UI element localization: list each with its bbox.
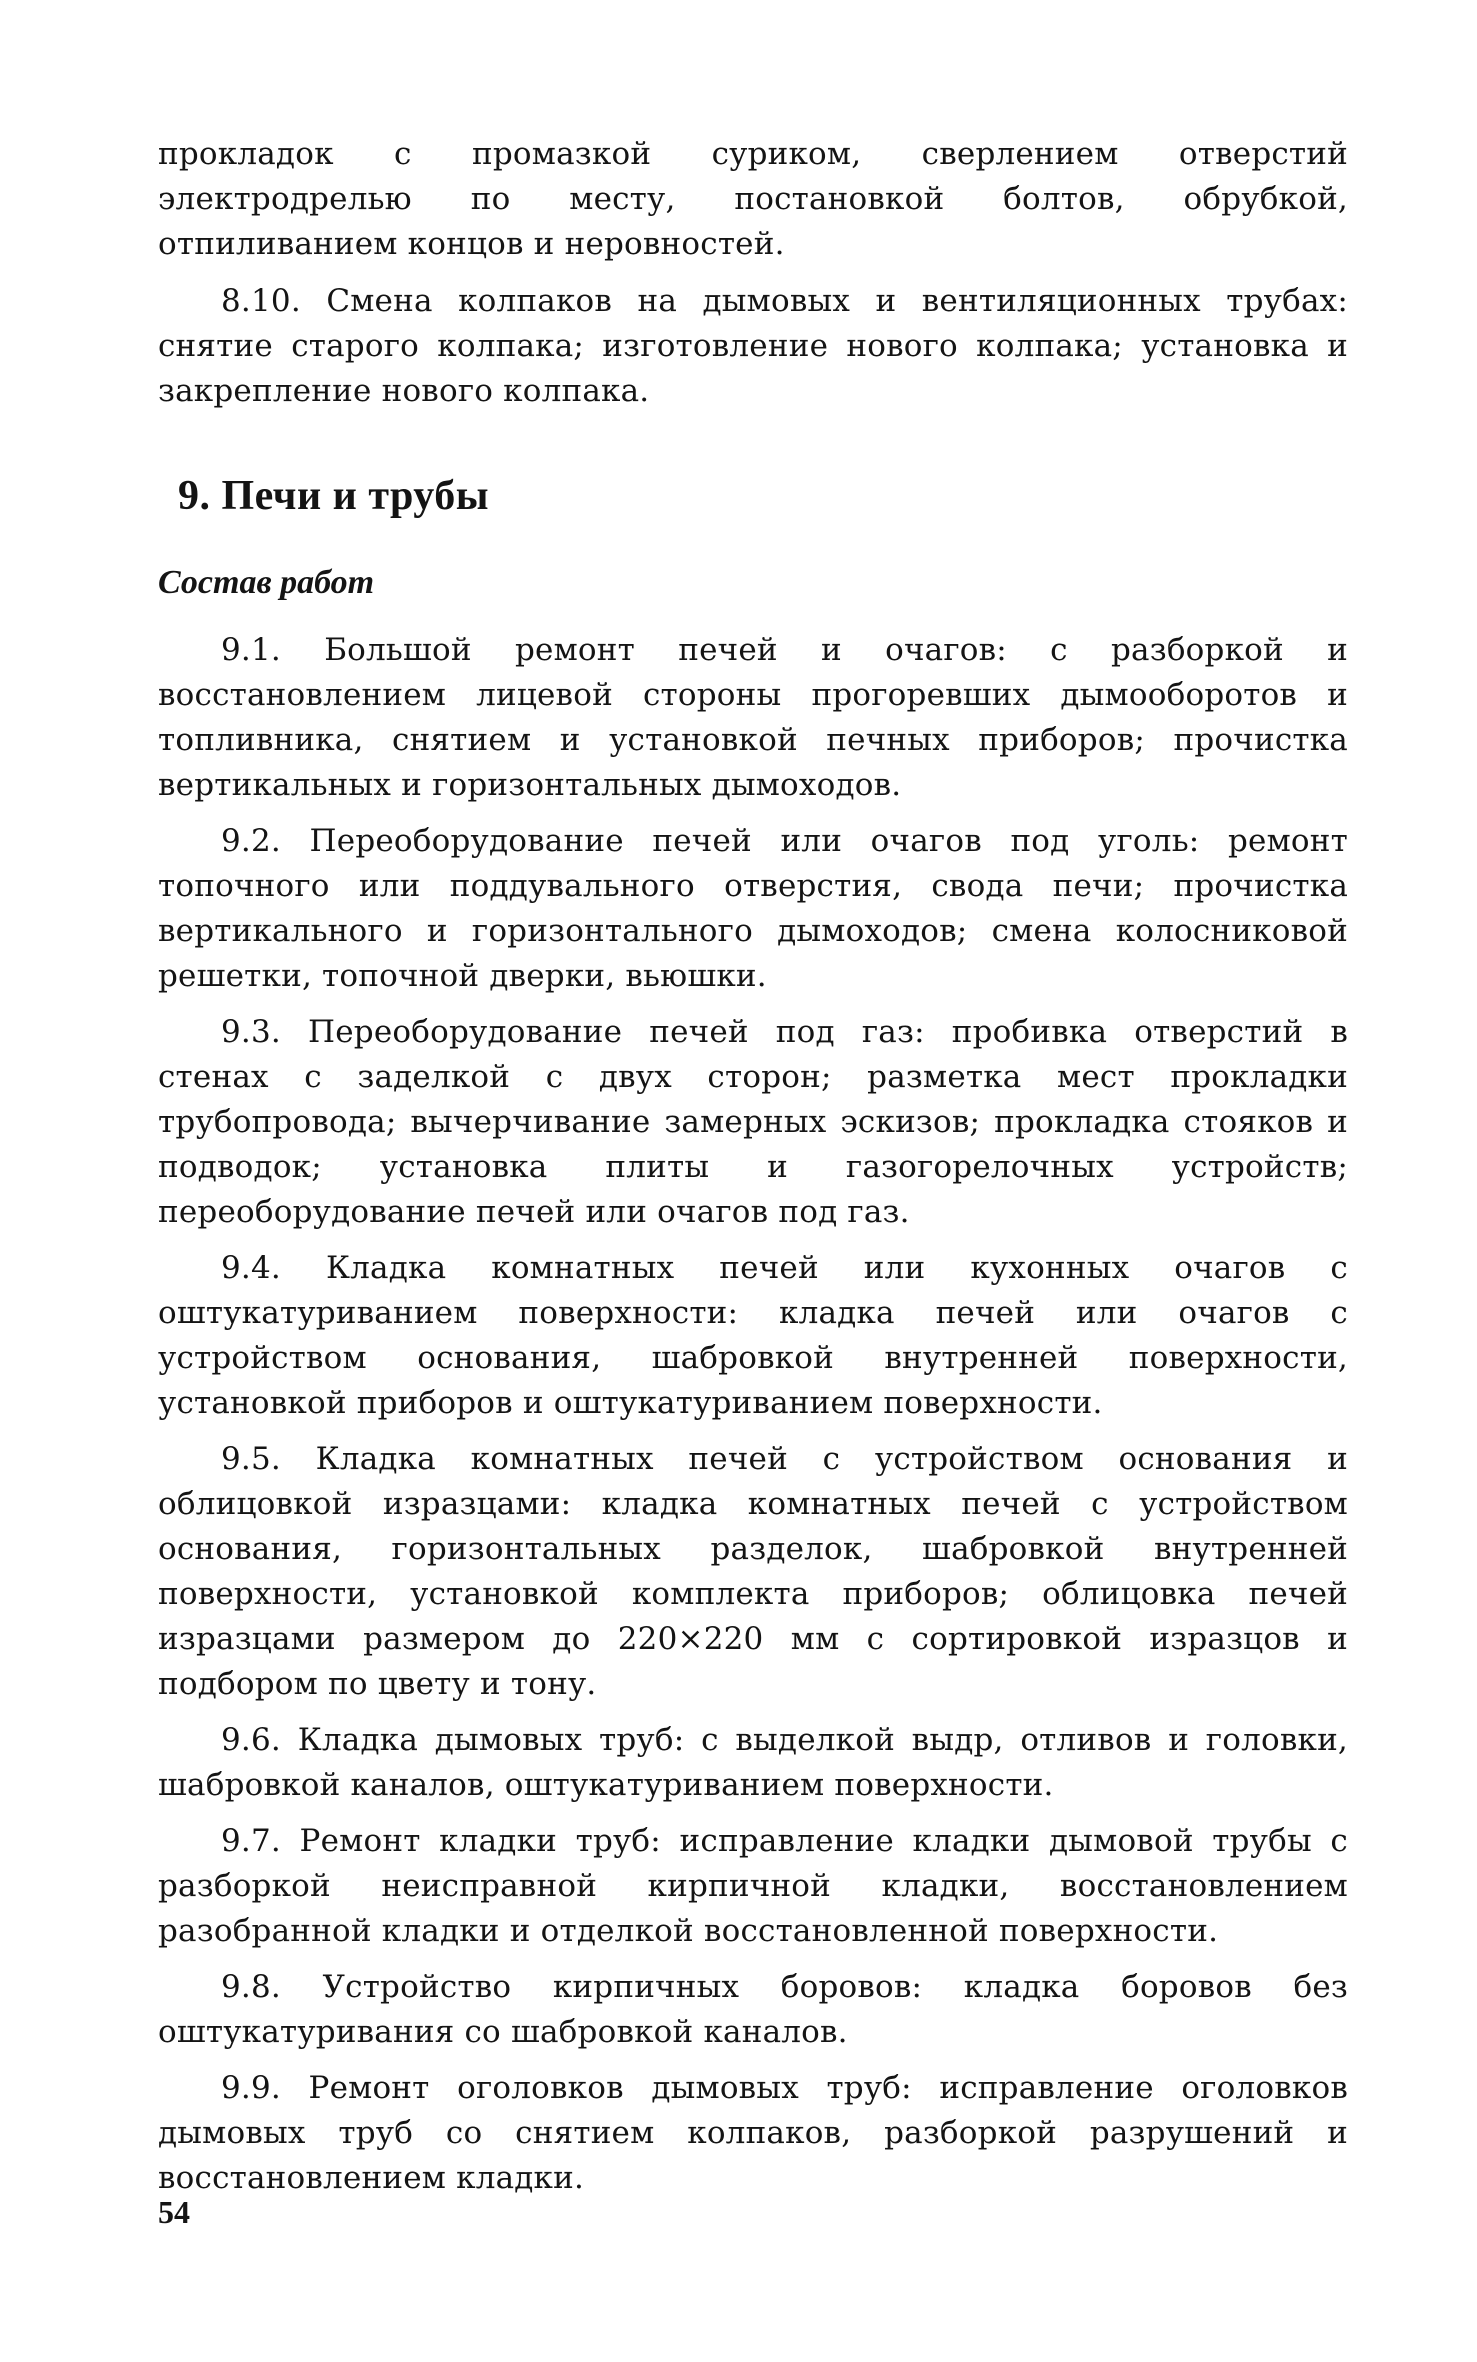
paragraph-8-10: 8.10. Смена колпаков на дымовых и вентиляционных трубах: снятие старого колпака; изготовление нового колпака; установка и закрепление нового колпака. xyxy=(158,283,1348,409)
work-composition-subheading: Состав работ xyxy=(158,564,375,601)
continuation-text-block xyxy=(158,132,1348,414)
work-item-9-5: 9.5. Кладка комнатных печей с устройством основания и облицовкой изразцами: кладка комнатных печей с устройством основания, горизонтальных разделок, шабровкой внутренней поверхности, установкой комплекта приборов; облицовка печей изразцами размером до 220×220 мм с сортировкой изразцов и подбором по цвету и тону. xyxy=(158,1441,1348,1702)
continued-paragraph: прокладок с промазкой суриком, сверлением отверстий электродрелью по месту, постановкой болтов, обрубкой, отпиливанием концов и неровностей. xyxy=(158,136,1348,262)
work-item-9-7: 9.7. Ремонт кладки труб: исправление кладки дымовой трубы с разборкой неисправной кирпичной кладки, восстановлением разобранной кладки и отделкой восстановленной поверхности. xyxy=(158,1823,1348,1949)
work-item-9-1: 9.1. Большой ремонт печей и очагов: с разборкой и восстановлением лицевой стороны прогоревших дымооборотов и топливника, снятием и установкой печных приборов; прочистка вертикальных и горизонтальных дымоходов. xyxy=(158,632,1348,803)
section-title: 9. Печи и трубы xyxy=(178,473,490,519)
work-item-9-2: 9.2. Переоборудование печей или очагов под уголь: ремонт топочного или поддувального отверстия, свода печи; прочистка вертикального и горизонтального дымоходов; смена колосниковой решетки, топочной дверки, вьюшки. xyxy=(158,823,1348,994)
page-number: 54 xyxy=(158,2194,190,2230)
work-item-9-9: 9.9. Ремонт оголовков дымовых труб: исправление оголовков дымовых труб со снятием колпаков, разборкой разрушений и восстановлением кладки. xyxy=(158,2070,1348,2196)
work-item-9-3: 9.3. Переоборудование печей под газ: пробивка отверстий в стенах с заделкой с двух сторон; разметка мест прокладки трубопровода; вычерчивание замерных эскизов; прокладка стояков и подводок; установка плиты и газогорелочных устройств; переоборудование печей или очагов под газ. xyxy=(158,1014,1348,1230)
work-items-list xyxy=(158,628,1348,2201)
work-item-9-6: 9.6. Кладка дымовых труб: с выделкой выдр, отливов и головки, шабровкой каналов, оштукатуриванием поверхности. xyxy=(158,1722,1348,1803)
work-item-9-4: 9.4. Кладка комнатных печей или кухонных очагов с оштукатуриванием поверхности: кладка печей или очагов с устройством основания, шабровкой внутренней поверхности, установкой приборов и оштукатуриванием поверхности. xyxy=(158,1250,1348,1421)
work-item-9-8: 9.8. Устройство кирпичных боровов: кладка боровов без оштукатуривания со шабровкой каналов. xyxy=(158,1969,1348,2050)
